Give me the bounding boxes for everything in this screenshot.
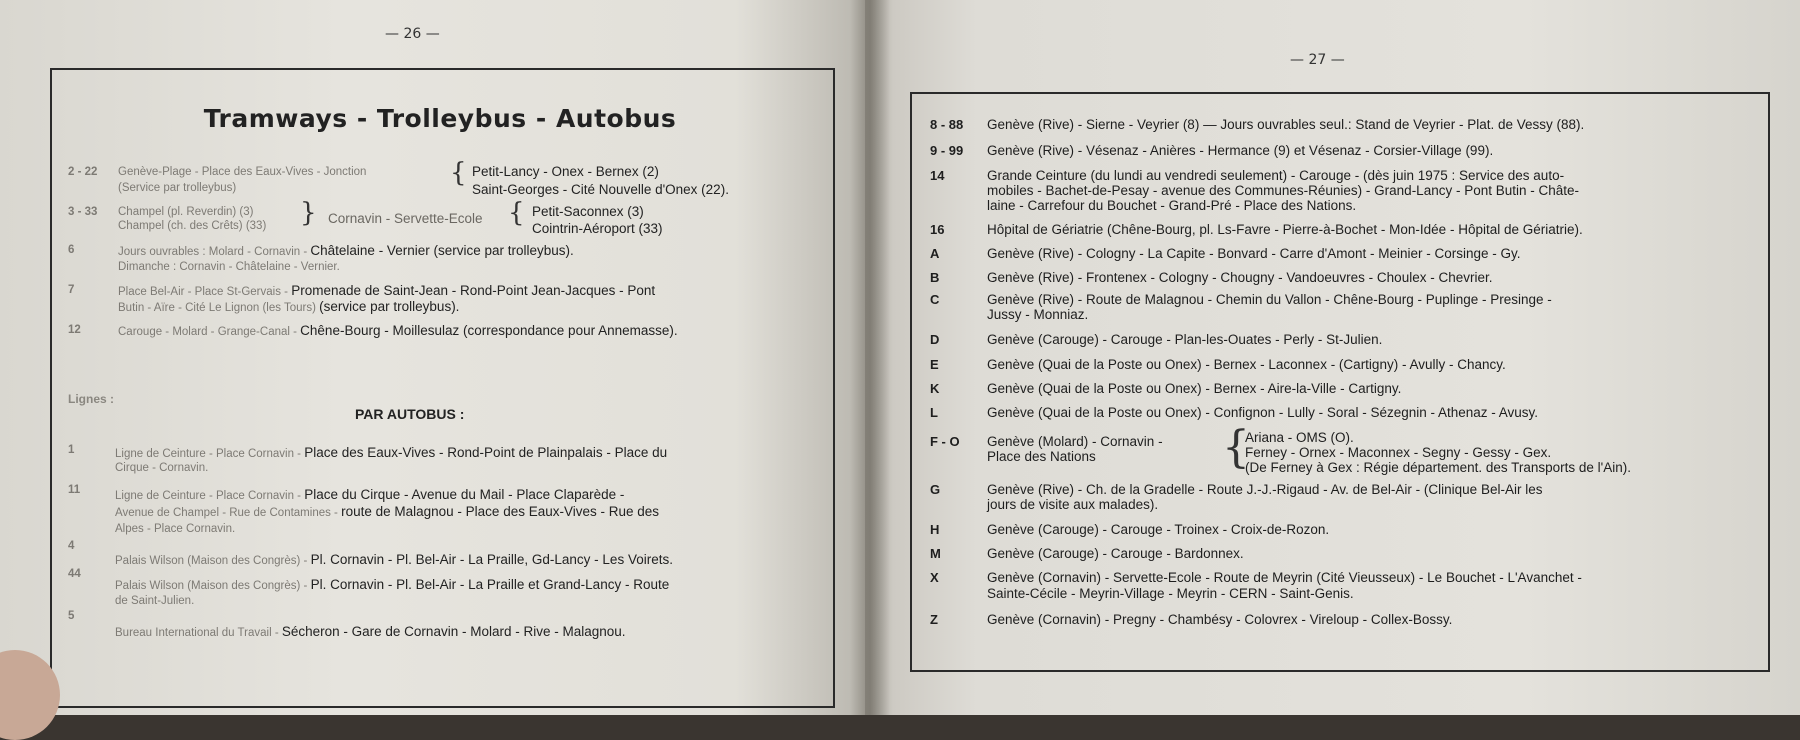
route-text: Genève (Rive) - Frontenex - Cologny - Chougny - Vandoeuvres - Choulex - Chevrier.: [987, 270, 1493, 285]
route-text: Genève (Rive) - Route de Malagnou - Chemin du Vallon - Chêne-Bourg - Puplinge - Presinge -: [987, 292, 1552, 307]
route-note: (Service par trolleybus): [118, 182, 237, 194]
route-text: mobiles - Bachet-de-Pesay - avenue des Communes-Réunies) - Grand-Lancy - Pont Butin - Châte-: [987, 183, 1580, 198]
route-branch: Petit-Lancy - Onex - Bernex (2): [472, 164, 659, 179]
line-code: 8 - 88: [930, 117, 964, 132]
route-text: Genève (Cornavin) - Pregny - Chambésy - Colovrex - Vireloup - Collex-Bossy.: [987, 612, 1453, 627]
line-code: 7: [68, 284, 75, 296]
route-branch: Cointrin-Aéroport (33): [532, 221, 663, 236]
route-text: Genève (Carouge) - Carouge - Bardonnex.: [987, 546, 1244, 561]
lignes-label: Lignes :: [68, 392, 115, 406]
line-code: H: [930, 522, 940, 537]
brace-symbol: }: [300, 198, 317, 228]
route-text: Genève (Rive) - Cologny - La Capite - Bonvard - Carre d'Amont - Meinier - Corsinge - Gy.: [987, 246, 1521, 261]
route-branch: Petit-Saconnex (3): [532, 204, 644, 219]
route-text: Champel (pl. Reverdin) (3): [118, 206, 254, 218]
route-text: Jussy - Monniaz.: [987, 307, 1089, 322]
line-code: G: [930, 482, 941, 497]
route-text: Carouge - Molard - Grange-Canal - Chêne-Bourg - Moillesulaz (correspondance pour Annemasse).: [118, 323, 678, 338]
page-title: Tramways - Trolleybus - Autobus: [203, 104, 677, 133]
route-text: Place Bel-Air - Place St-Gervais - Promenade de Saint-Jean - Rond-Point Jean-Jacques - Pont: [118, 283, 656, 298]
right-page-number: — 27 —: [1290, 52, 1345, 68]
line-code: 9 - 99: [930, 143, 964, 158]
left-page-number: — 26 —: [385, 26, 440, 42]
route-text: Ligne de Ceinture - Place Cornavin - Place du Cirque - Avenue du Mail - Place Claparède -: [115, 487, 625, 502]
route-branch: Ariana - OMS (O).: [1245, 430, 1354, 445]
line-code: Z: [930, 612, 938, 627]
line-code: C: [930, 292, 940, 307]
route-text: Genève (Quai de la Poste ou Onex) - Confignon - Lully - Soral - Sézegnin - Athenaz - Avusy.: [987, 405, 1539, 420]
route-text: Grande Ceinture (du lundi au vendredi seulement) - Carouge - (dès juin 1975 : Service des auto-: [987, 168, 1565, 183]
route-text: Genève (Rive) - Ch. de la Gradelle - Route J.-J.-Rigaud - Av. de Bel-Air - (Clinique Bel-Air les: [987, 482, 1543, 497]
route-text: Alpes - Place Cornavin.: [115, 523, 236, 535]
route-text: Genève (Cornavin) - Servette-Ecole - Route de Meyrin (Cité Vieusseux) - Le Bouchet - L'Avanchet -: [987, 570, 1582, 585]
route-text: Bureau International du Travail - Sécheron - Gare de Cornavin - Molard - Rive - Malagnou.: [115, 624, 626, 639]
route-text: Butin - Aïre - Cité Le Lignon (les Tours) (service par trolleybus).: [118, 299, 460, 314]
line-code: E: [930, 357, 939, 372]
brace-symbol: {: [1222, 422, 1250, 473]
route-branch: Ferney - Ornex - Maconnex - Segny - Gessy - Gex.: [1245, 445, 1552, 460]
line-code: 11: [68, 484, 81, 496]
route-text: Genève (Molard) - Cornavin -: [987, 434, 1163, 449]
route-text: Dimanche : Cornavin - Châtelaine - Vernier.: [118, 261, 340, 273]
route-text: Genève (Carouge) - Carouge - Troinex - Croix-de-Rozon.: [987, 522, 1330, 537]
route-text: Genève (Quai de la Poste ou Onex) - Bernex - Aire-la-Ville - Cartigny.: [987, 381, 1402, 396]
route-text: Genève-Plage - Place des Eaux-Vives - Jonction: [118, 166, 367, 178]
line-code: 6: [68, 244, 75, 256]
route-text: Place des Nations: [987, 449, 1096, 464]
line-code: 2 - 22: [68, 166, 98, 178]
line-code: 44: [68, 568, 81, 580]
line-code: B: [930, 270, 940, 285]
line-code: 16: [930, 222, 945, 237]
route-branch: Saint-Georges - Cité Nouvelle d'Onex (22).: [472, 182, 729, 197]
autobus-heading: PAR AUTOBUS :: [355, 406, 465, 422]
brace-symbol: {: [450, 158, 467, 188]
route-text: Palais Wilson (Maison des Congrès) - Pl. Cornavin - Pl. Bel-Air - La Praille, Gd-Lancy - Les Voirets.: [115, 552, 673, 567]
route-text: Genève (Rive) - Sierne - Veyrier (8) — Jours ouvrables seul.: Stand de Veyrier - Plat. de Vessy (88).: [987, 117, 1585, 132]
route-text: Genève (Carouge) - Carouge - Plan-les-Ouates - Perly - St-Julien.: [987, 332, 1383, 347]
route-text: Palais Wilson (Maison des Congrès) - Pl. Cornavin - Pl. Bel-Air - La Praille et Grand-Lancy - Route: [115, 577, 670, 592]
route-text: Avenue de Champel - Rue de Contamines - route de Malagnou - Place des Eaux-Vives - Rue des: [115, 504, 660, 519]
line-code: 3 - 33: [68, 206, 98, 218]
line-code: X: [930, 570, 939, 585]
route-text: de Saint-Julien.: [115, 595, 195, 607]
route-branch: (De Ferney à Gex : Régie département. des Transports de l'Ain).: [1245, 460, 1632, 475]
brace-symbol: {: [508, 198, 525, 228]
route-text: jours de visite aux malades).: [987, 497, 1159, 512]
line-code: 1: [68, 444, 75, 456]
route-middle: Cornavin - Servette-Ecole: [328, 211, 483, 226]
line-code: 14: [930, 168, 945, 183]
route-text: Hôpital de Gériatrie (Chêne-Bourg, pl. Ls-Favre - Pierre-à-Bochet - Mon-Idée - Hôpital de Gériatrie).: [987, 222, 1583, 237]
route-text: Champel (ch. des Crêts) (33): [118, 220, 267, 232]
line-code: L: [930, 405, 938, 420]
book-gutter: [850, 0, 890, 715]
line-code: D: [930, 332, 940, 347]
line-code: 5: [68, 610, 75, 622]
line-code: K: [930, 381, 940, 396]
line-code: 12: [68, 324, 81, 336]
route-text: Genève (Rive) - Vésenaz - Anières - Hermance (9) et Vésenaz - Corsier-Village (99).: [987, 143, 1494, 158]
route-text: Jours ouvrables : Molard - Cornavin - Châtelaine - Vernier (service par trolleybus).: [118, 243, 574, 258]
route-text: Genève (Quai de la Poste ou Onex) - Bernex - Laconnex - (Cartigny) - Avully - Chancy.: [987, 357, 1506, 372]
route-text: Cirque - Cornavin.: [115, 462, 209, 474]
route-text: Ligne de Ceinture - Place Cornavin - Place des Eaux-Vives - Rond-Point de Plainpalais - Place du: [115, 445, 668, 460]
route-text: Sainte-Cécile - Meyrin-Village - Meyrin - CERN - Saint-Genis.: [987, 586, 1354, 601]
line-code: A: [930, 246, 940, 261]
line-code: 4: [68, 540, 75, 552]
route-text: laine - Carrefour du Bouchet - Grand-Pré - Place des Nations.: [987, 198, 1357, 213]
line-code: F - O: [930, 434, 960, 449]
line-code: M: [930, 546, 941, 561]
